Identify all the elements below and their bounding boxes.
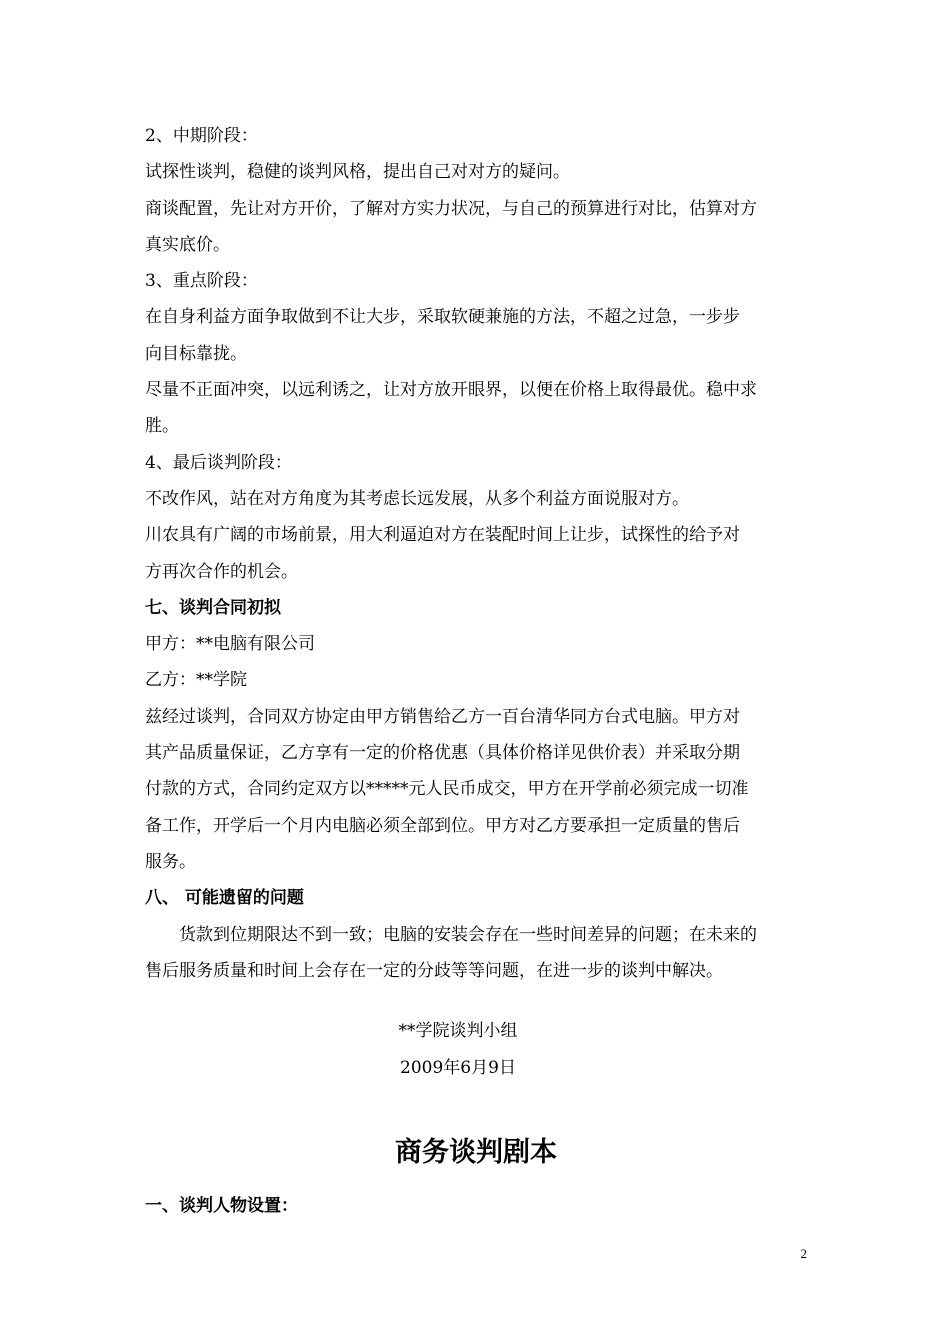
text-line: 向目标靠拢。: [145, 343, 247, 364]
body-text: [145, 118, 807, 989]
text-line: 方再次合作的机会。: [145, 561, 298, 582]
text-line: 不改作风，站在对方角度为其考虑长远发展，从多个利益方面说服对方。: [145, 488, 689, 509]
text-line: 兹经过谈判，合同双方协定由甲方销售给乙方一百台清华同方台式电脑。甲方对: [145, 706, 740, 727]
text-line: 售后服务质量和时间上会存在一定的分歧等等问题，在进一步的谈判中解决。: [145, 960, 723, 981]
text-line: 川农具有广阔的市场前景，用大利逼迫对方在装配时间上让步，试探性的给予对: [145, 525, 740, 546]
text-line: 备工作，开学后一个月内电脑必须全部到位。甲方对乙方要承担一定质量的售后: [145, 815, 740, 836]
text-line: 在自身利益方面争取做到不让大步，采取软硬兼施的方法，不超之过急，一步步: [145, 307, 740, 328]
text-line: 商谈配置，先让对方开价，了解对方实力状况，与自己的预算进行对比，估算对方: [145, 198, 757, 219]
text-line: 货款到位期限达不到一致；电脑的安装会存在一些时间差异的问题；在未来的: [179, 924, 757, 945]
next-section-heading: 一、谈判人物设置：: [145, 1196, 298, 1216]
text-line: 乙方：**学院: [145, 670, 247, 691]
text-line: 3、重点阶段：: [145, 271, 258, 292]
signature-group: **学院谈判小组: [398, 1021, 518, 1041]
text-line: 4、最后谈判阶段：: [145, 452, 292, 473]
text-line: 付款的方式，合同约定双方以*****元人民币成交，甲方在开学前必须完成一切准: [145, 779, 749, 800]
text-line: 其产品质量保证，乙方享有一定的价格优惠（具体价格详见供价表）并采取分期: [145, 743, 740, 764]
text-line: 真实底价。: [145, 234, 230, 255]
next-document-title: 商务谈判剧本: [395, 1137, 557, 1168]
text-line: 服务。: [145, 851, 196, 872]
section-heading: 八、 可能遗留的问题: [145, 888, 304, 909]
section-heading: 七、谈判合同初拟: [145, 597, 281, 618]
text-line: 尽量不正面冲突，以远利诱之，让对方放开眼界，以便在价格上取得最优。稳中求: [145, 380, 757, 401]
text-line: 试探性谈判，稳健的谈判风格，提出自己对对方的疑问。: [145, 162, 570, 183]
signature-date: 2009年6月9日: [400, 1058, 516, 1078]
text-line: 胜。: [145, 416, 179, 437]
text-line: 2、中期阶段：: [145, 126, 258, 146]
text-line: 甲方：**电脑有限公司: [145, 634, 315, 655]
page-number: 2: [800, 1246, 807, 1261]
